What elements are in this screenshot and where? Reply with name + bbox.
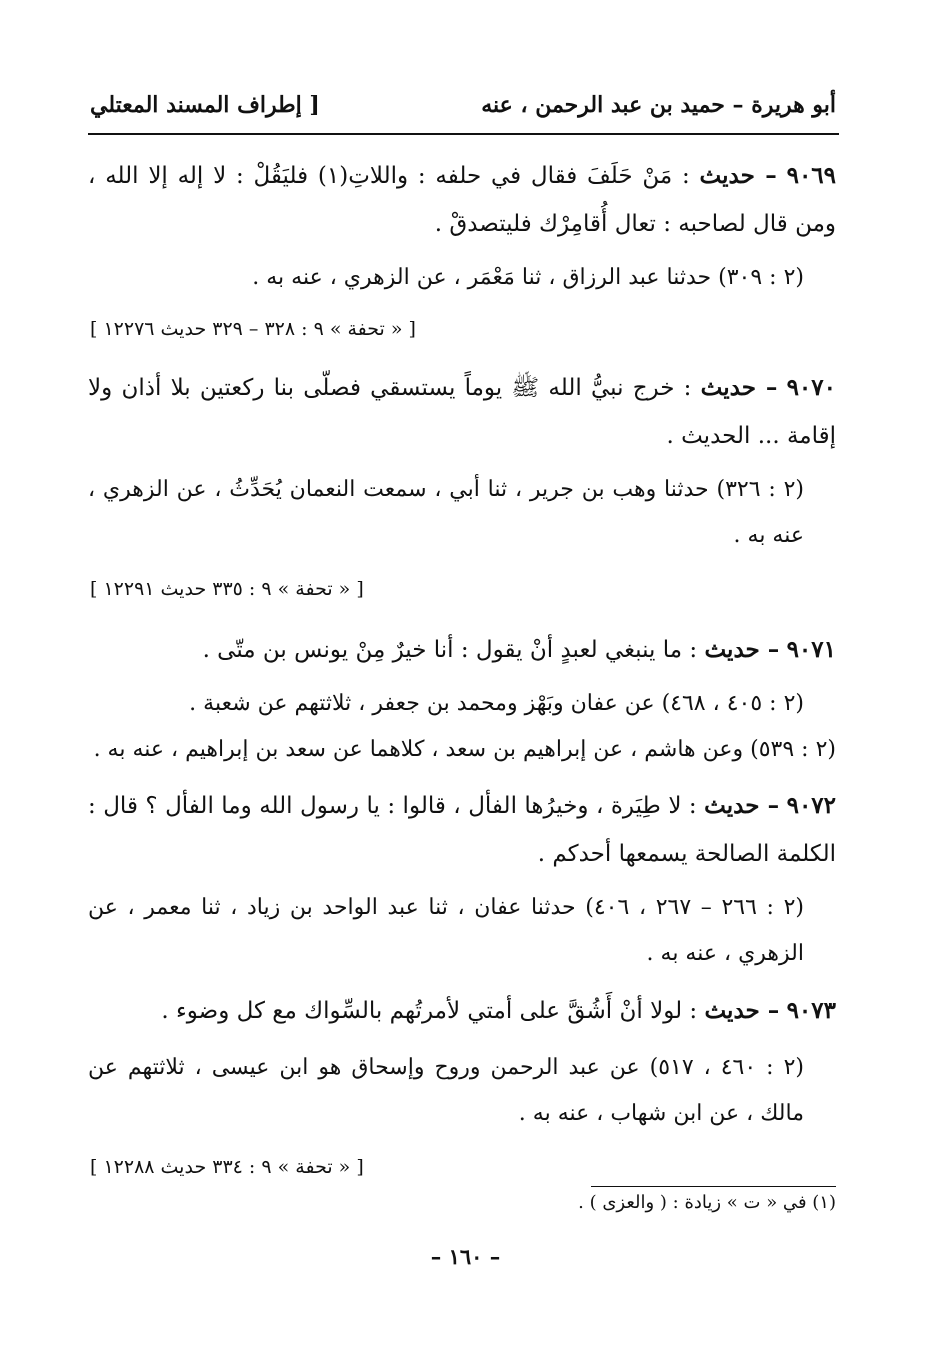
hadith-source: (٢ : ٢٦٦ – ٢٦٧ ، ٤٠٦) حدثنا عفان ، ثنا عبد الواحد بن زياد ، ثنا معمر ، عن الزهري ، عنه به . bbox=[88, 895, 805, 966]
hadith-text: : ما ينبغي لعبدٍ أنْ يقول : أنا خيرٌ مِنْ يونس بن متّى . bbox=[202, 637, 698, 663]
hadith-label: حديث bbox=[704, 792, 760, 819]
hadith-number: ٩٠٧٢ bbox=[786, 792, 837, 819]
hadith-entry: ٩٠٧٢ – حديث : لا طِيَرة ، وخيرُها الفأل ، قالوا : يا رسول الله وما الفأل ؟ قال : الكلمة الصالحة يسمعها أحدكم . bbox=[88, 792, 837, 867]
footnote: (١) في « ت » زيادة : ( والعزى ) . bbox=[578, 1192, 836, 1213]
running-header-title: أبو هريرة – حميد بن عبد الرحمن ، عنه bbox=[481, 92, 836, 118]
hadith-entry: ٩٠٦٩ – حديث : مَنْ حَلَفَ فقال في حلفه : واللاتِ(١) فليَقُلْ : لا إله إلا الله ، ومن قال لصاحبه : تعال أُقامِرْك فليتصدقْ . bbox=[88, 162, 837, 237]
header-rule bbox=[88, 133, 839, 135]
tuhfa-reference: [ « تحفة » ٩ : ٣٣٤ حديث ١٢٢٨٨ ] bbox=[90, 1156, 364, 1178]
hadith-label: حديث bbox=[700, 374, 756, 401]
hadith-text: : خرج نبيُّ الله ﷺ يوماً يستسقي فصلّى بنا ركعتين بلا أذان ولا إقامة ... الحديث . bbox=[88, 375, 836, 449]
hadith-label: حديث bbox=[704, 997, 760, 1024]
tuhfa-reference: [ « تحفة » ٩ : ٣٢٨ – ٣٢٩ حديث ١٢٢٧٦ ] bbox=[90, 318, 416, 340]
hadith-entry: ٩٠٧١ – حديث : ما ينبغي لعبدٍ أنْ يقول : أنا خيرٌ مِنْ يونس بن متّى . bbox=[202, 636, 836, 663]
hadith-label: حديث bbox=[699, 162, 755, 189]
hadith-source: (٢ : ٤٠٥ ، ٤٦٨) عن عفان وبَهْز ومحمد بن جعفر ، ثلاثتهم عن شعبة . bbox=[189, 691, 804, 716]
hadith-source: (٢ : ٣٠٩) حدثنا عبد الرزاق ، ثنا مَعْمَر ، عن الزهري ، عنه به . bbox=[252, 265, 804, 290]
hadith-source: (٢ : ٤٦٠ ، ٥١٧) عن عبد الرحمن وروح وإسحاق هو ابن عيسى ، ثلاثتهم عن مالك ، عن ابن شهاب ، عنه به . bbox=[88, 1055, 804, 1126]
hadith-entry: ٩٠٧٠ – حديث : خرج نبيُّ الله ﷺ يوماً يستسقي فصلّى بنا ركعتين بلا أذان ولا إقامة ... الحديث . bbox=[88, 374, 836, 449]
running-header-book: [ إطراف المسند المعتلي bbox=[90, 92, 320, 118]
hadith-number: ٩٠٧١ bbox=[786, 636, 836, 663]
hadith-text: : لا طِيَرة ، وخيرُها الفأل ، قالوا : يا رسول الله وما الفأل ؟ قال : الكلمة الصالحة يسمعها أحدكم . bbox=[88, 793, 836, 867]
hadith-number: ٩٠٦٩ bbox=[786, 162, 837, 189]
hadith-source-continued: (٢ : ٥٣٩) وعن هاشم ، عن إبراهيم بن سعد ، كلاهما عن سعد بن إبراهيم ، عنه به . bbox=[93, 737, 836, 762]
tuhfa-reference: [ « تحفة » ٩ : ٣٣٥ حديث ١٢٢٩١ ] bbox=[90, 578, 364, 600]
hadith-number: ٩٠٧٠ bbox=[786, 374, 836, 401]
hadith-text: : مَنْ حَلَفَ فقال في حلفه : واللاتِ(١) فليَقُلْ : لا إله إلا الله ، ومن قال لصاحبه : تعال أُقامِرْك فليتصدقْ . bbox=[88, 163, 836, 237]
page-number: – ١٦٠ – bbox=[430, 1244, 501, 1269]
hadith-entry: ٩٠٧٣ – حديث : لولا أنْ أَشُقَّ على أمتي لأمرتُهم بالسِّواك مع كل وضوء . bbox=[161, 997, 836, 1024]
footnote-rule bbox=[591, 1186, 836, 1187]
hadith-label: حديث bbox=[704, 636, 760, 663]
hadith-source: (٢ : ٣٢٦) حدثنا وهب بن جرير ، ثنا أبي ، سمعت النعمان يُحَدِّثُ ، عن الزهري ، عنه به . bbox=[88, 477, 804, 548]
hadith-text: : لولا أنْ أَشُقَّ على أمتي لأمرتُهم بالسِّواك مع كل وضوء . bbox=[161, 998, 698, 1024]
hadith-number: ٩٠٧٣ bbox=[786, 997, 836, 1024]
